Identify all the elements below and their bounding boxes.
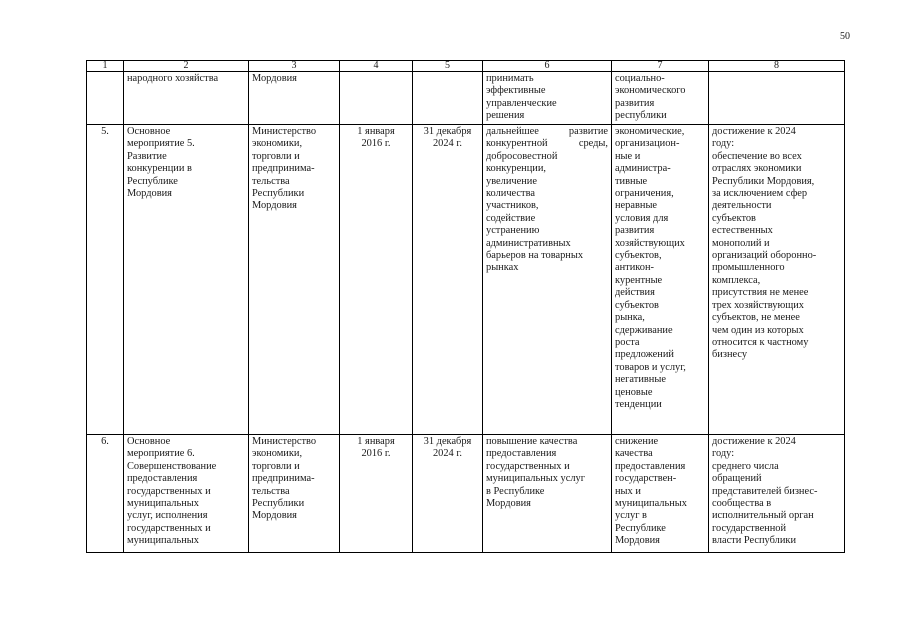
page-number: 50: [840, 31, 850, 42]
column-number: 7: [612, 61, 709, 72]
indicators-cell: достижение к 2024 году: обеспечение во всех отраслях экономики Республики Мордовия, за исключением сфер деятельности субъектов естественных монополий и организаций оборонно- промышленного комплекса, присутствия не менее трех хозяйствующих субъектов, не менее чем один из которых относится к частному бизнесу: [709, 125, 845, 435]
column-number: 8: [709, 61, 845, 72]
table-row: [87, 125, 845, 435]
row-number-cell: 6.: [87, 435, 124, 553]
start-date-cell: [340, 72, 413, 125]
start-date-cell: 1 января 2016 г.: [340, 125, 413, 435]
measure-name-cell: народного хозяйства: [124, 72, 249, 125]
column-number: 3: [249, 61, 340, 72]
start-date-cell: 1 января 2016 г.: [340, 435, 413, 553]
indicators-cell: достижение к 2024 году: среднего числа обращений представителей бизнес- сообщества в исполнительный орган государственной власти Республики: [709, 435, 845, 553]
measure-name-cell: Основное мероприятие 6. Совершенствование предоставления государственных и муниципальных услуг, исполнения государственных и муниципальных: [124, 435, 249, 553]
indicators-cell: [709, 72, 845, 125]
consequences-cell: социально- экономического развития республики: [612, 72, 709, 125]
column-number: 6: [483, 61, 612, 72]
executor-cell: Министерство экономики, торговли и предпринима- тельства Республики Мордовия: [249, 125, 340, 435]
expected-result-cell: повышение качества предоставления государственных и муниципальных услуг в Республике Мордовия: [483, 435, 612, 553]
column-number: 4: [340, 61, 413, 72]
executor-cell: Мордовия: [249, 72, 340, 125]
column-number: 5: [413, 61, 483, 72]
end-date-cell: [413, 72, 483, 125]
table-row-continuation: [87, 72, 845, 125]
measures-table: [86, 60, 845, 553]
table-row: [87, 435, 845, 553]
row-number-cell: 5.: [87, 125, 124, 435]
column-number: 1: [87, 61, 124, 72]
column-number-row: [87, 61, 845, 72]
row-number-cell: [87, 72, 124, 125]
consequences-cell: снижение качества предоставления государствен- ных и муниципальных услуг в Республике Мордовия: [612, 435, 709, 553]
end-date-cell: 31 декабря 2024 г.: [413, 435, 483, 553]
measure-name-cell: Основное мероприятие 5. Развитие конкуренции в Республике Мордовия: [124, 125, 249, 435]
executor-cell: Министерство экономики, торговли и предпринима- тельства Республики Мордовия: [249, 435, 340, 553]
expected-result-cell: принимать эффективные управленческие решения: [483, 72, 612, 125]
end-date-cell: 31 декабря 2024 г.: [413, 125, 483, 435]
consequences-cell: экономические, организацион- ные и администра- тивные ограничения, неравные условия для развития хозяйствующих субъектов, антикон- курентные действия субъектов рынка, сдерживание роста предложений товаров и услуг, негативные ценовые тенденции: [612, 125, 709, 435]
column-number: 2: [124, 61, 249, 72]
expected-result-cell: дальнейшее развитие конкурентной среды, добросовестной конкуренции, увеличение количества участников, содействие устранению административных барьеров на товарных рынках: [483, 125, 612, 435]
